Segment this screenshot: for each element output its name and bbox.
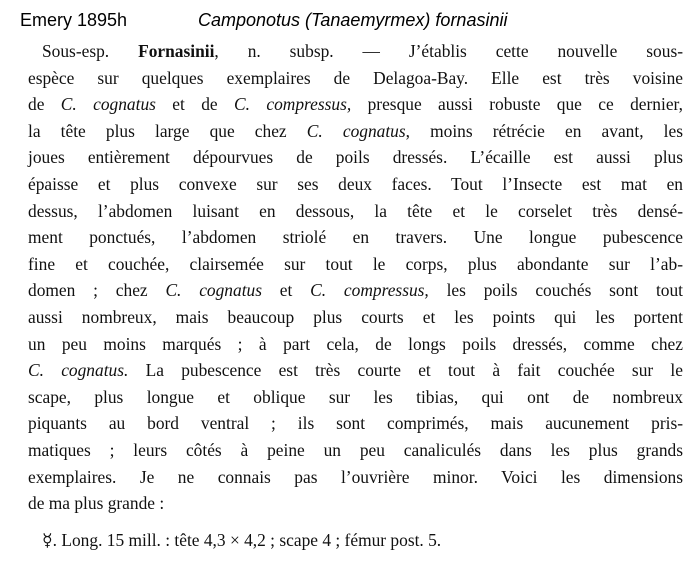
- text-line: exemplaires. Je ne connais pas l’ouvrière minor. Voici les dimensions: [28, 466, 683, 487]
- text-line: Sous-esp. Fornasinii, n. subsp. — J’établis cette nouvelle sous-: [42, 41, 683, 61]
- spacer: [28, 517, 683, 527]
- text-line: espèce sur quelques exemplaires de Delagoa-Bay. Elle est très voisine: [28, 67, 683, 88]
- text-line: épaisse et plus convexe sur ses deux faces. Tout l’Insecte est mat en: [28, 173, 683, 194]
- text-line: de ma plus grande :: [28, 493, 165, 514]
- reference-label: Emery 1895h: [20, 10, 128, 30]
- text-line: matiques ; leurs côtés à peine un peu canaliculés dans les plus grands: [28, 439, 683, 460]
- text-line: piquants au bord ventral ; ils sont comprimés, mais aucunement pris-: [28, 413, 683, 434]
- taxon-title: Camponotus (Tanaemyrmex) fornasinii: [198, 10, 508, 30]
- page-header: [10, 10, 680, 34]
- text-line: ment ponctués, l’abdomen striolé en travers. Une longue pubescence: [28, 227, 683, 248]
- text-line: dessus, l’abdomen luisant en dessous, la tête et le corselet très densé-: [28, 200, 683, 221]
- text-line: aussi nombreux, mais beaucoup plus courts et les points qui les portent: [28, 306, 683, 327]
- description-text: [28, 38, 683, 553]
- text-line: domen ; chez C. cognatus et C. compressus, les poils couchés sont tout: [28, 280, 684, 301]
- taxon-name: Fornasinii: [138, 41, 215, 61]
- text-line: joues entièrement dépourvues de poils dressés. L’écaille est aussi plus: [28, 147, 683, 168]
- text-line: de C. cognatus et de C. compressus, presque aussi robuste que ce dernier,: [28, 94, 683, 115]
- text-line: un peu moins marqués ; à part cela, de longs poils dressés, comme chez: [28, 333, 683, 354]
- text-line: fine et couchée, clairsemée sur tout le corps, plus abondante sur l’ab-: [28, 253, 683, 274]
- measurements-line: ☿. Long. 15 mill. : tête 4,3 × 4,2 ; scape 4 ; fémur post. 5.: [42, 529, 442, 550]
- text-line: C. cognatus. La pubescence est très courte et tout à fait couchée sur le: [28, 360, 683, 381]
- text-line: scape, plus longue et oblique sur les tibias, qui ont de nombreux: [28, 386, 683, 407]
- text-line: la tête plus large que chez C. cognatus, moins rétrécie en avant, les: [28, 120, 683, 141]
